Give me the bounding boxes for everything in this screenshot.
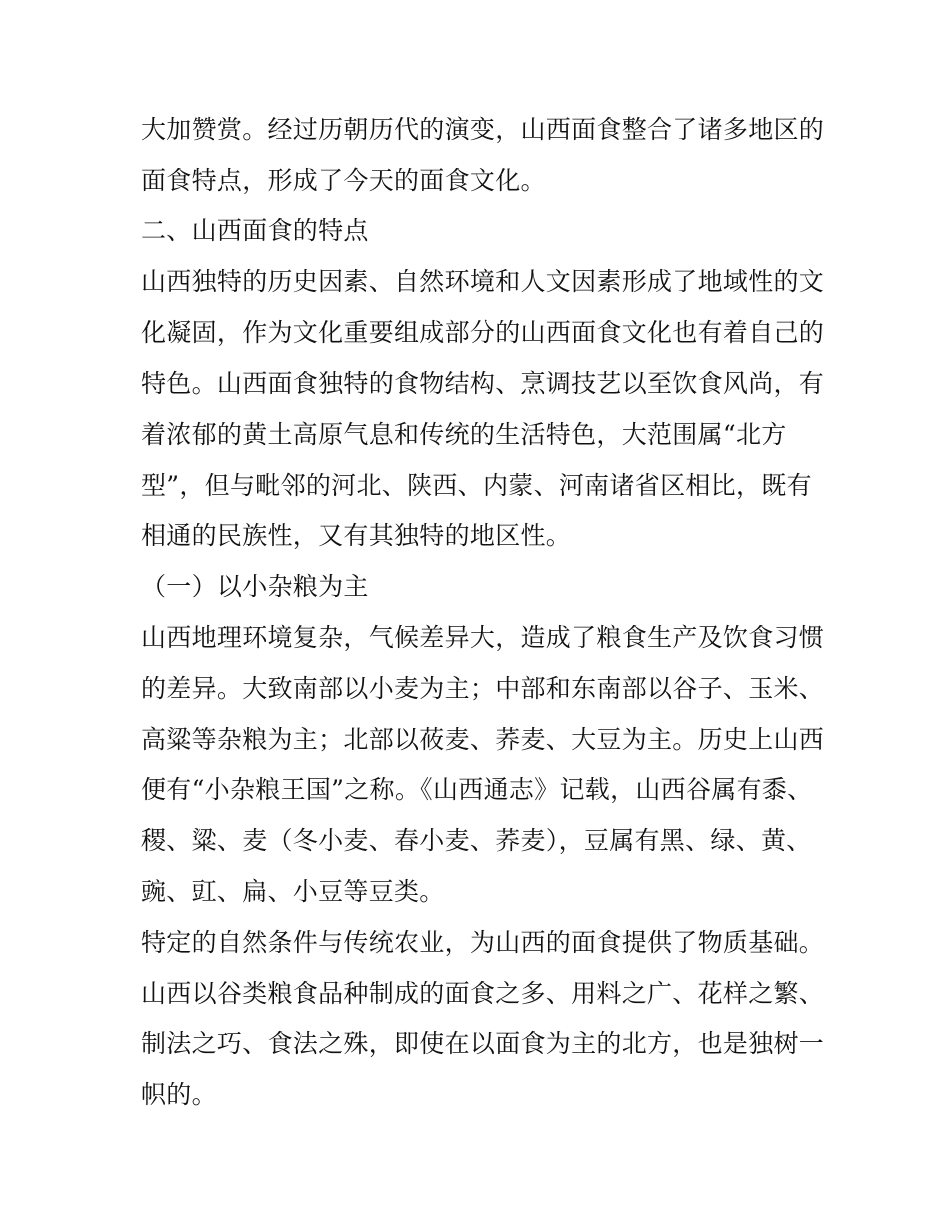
body-text-line: 特定的自然条件与传统农业，为山西的面食提供了物质基础。 [141, 928, 825, 957]
body-text-line: 面食特点，形成了今天的面食文化。 [141, 166, 546, 195]
body-text-line: 帜的。 [141, 1080, 217, 1109]
body-text-line: 山西以谷类粮食品种制成的面食之多、用料之广、花样之繁、 [141, 979, 825, 1008]
body-text-line: 着浓郁的黄土高原气息和传统的生活特色，大范围属“北方 [141, 420, 787, 449]
body-text-line: 高粱等杂粮为主；北部以莜麦、荞麦、大豆为主。历史上山西 [141, 725, 825, 754]
body-text-line: 化凝固，作为文化重要组成部分的山西面食文化也有着自己的 [141, 318, 825, 347]
body-text-line: 相通的民族性，又有其独特的地区性。 [141, 521, 572, 550]
body-text-line: 特色。山西面食独特的食物结构、烹调技艺以至饮食风尚，有 [141, 369, 825, 398]
section-heading: 二、山西面食的特点 [141, 216, 369, 245]
body-text-line: 豌、豇、扁、小豆等豆类。 [141, 877, 445, 906]
body-text-line: 山西地理环境复杂，气候差异大，造成了粮食生产及饮食习惯 [141, 623, 825, 652]
subsection-heading: （一）以小杂粮为主 [141, 572, 369, 601]
body-text-line: 稷、粱、麦（冬小麦、春小麦、荞麦），豆属有黑、绿、黄、 [141, 826, 812, 855]
body-text-line: 山西独特的历史因素、自然环境和人文因素形成了地域性的文 [141, 267, 825, 296]
body-text-line: 型”，但与毗邻的河北、陕西、内蒙、河南诸省区相比，既有 [141, 471, 812, 500]
body-text-line: 便有“小杂粮王国”之称。《山西通志》记载，山西谷属有黍、 [141, 775, 813, 804]
body-text-line: 制法之巧、食法之殊，即使在以面食为主的北方，也是独树一 [141, 1029, 825, 1058]
body-text-line: 的差异。大致南部以小麦为主；中部和东南部以谷子、玉米、 [141, 674, 825, 703]
body-text-line: 大加赞赏。经过历朝历代的演变，山西面食整合了诸多地区的 [141, 115, 825, 144]
